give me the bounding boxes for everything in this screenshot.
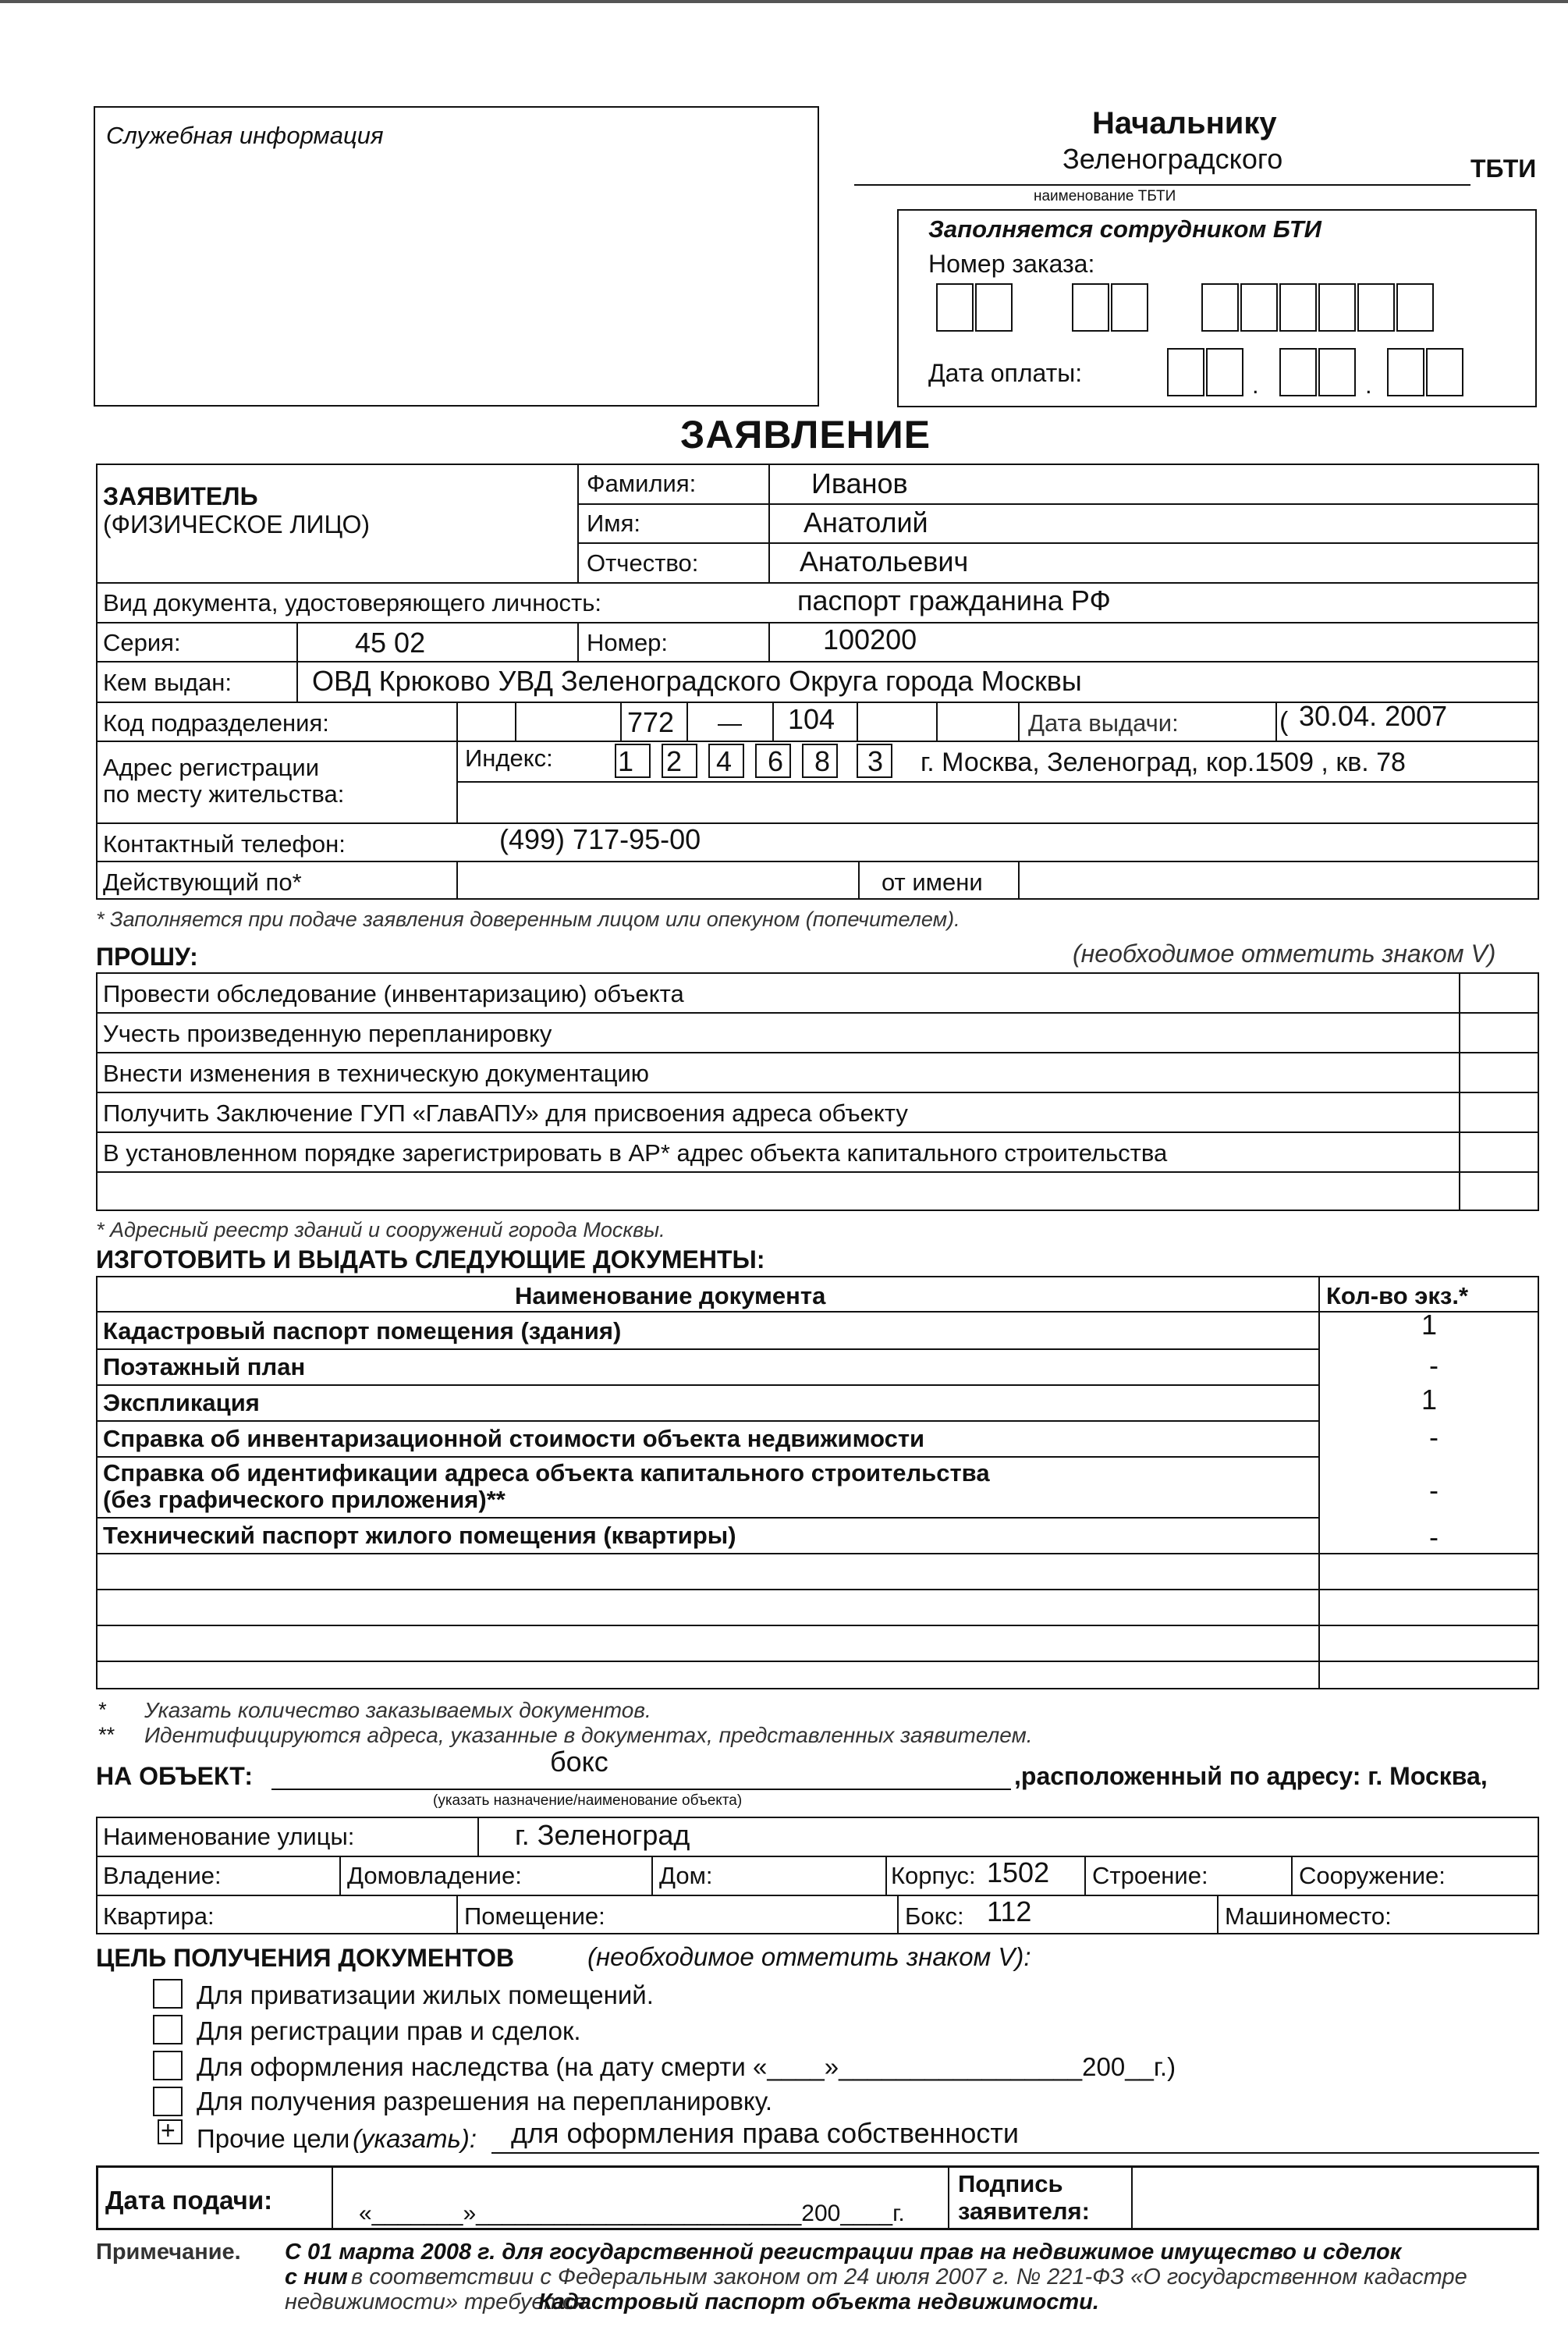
request-check-cell[interactable] [1460,1133,1538,1170]
phone-label: Контактный телефон: [103,830,346,858]
document-row-qty[interactable]: - [1429,1421,1439,1453]
purpose-checkbox[interactable] [153,1979,183,2009]
document-row-qty[interactable]: - [1429,1521,1439,1553]
purpose-checkbox[interactable] [153,2015,183,2044]
purpose-heading: ЦЕЛЬ ПОЛУЧЕНИЯ ДОКУМЕНТОВ [96,1944,515,1972]
subdivision-code-1[interactable]: 772 [627,706,675,738]
addressee-underline [854,184,1470,186]
doc-type-label: Вид документа, удостоверяющего личность: [103,589,602,616]
request-item: Внести изменения в техническую документацию [103,1060,650,1087]
note1: Указать количество заказываемых документов. [144,1698,651,1722]
payment-digit-box[interactable] [1167,348,1204,396]
document-row-name: Справка об инвентаризационной стоимости объекта недвижимости [103,1425,925,1452]
addressee-caption: наименование ТБТИ [1034,188,1176,204]
object-location-label: ,расположенный по адресу: г. Москва, [1014,1762,1488,1790]
note2-mark: ** [98,1723,115,1746]
request-hint: (необходимое отметить знаком V) [1073,940,1496,968]
payment-digit-box[interactable] [1206,348,1243,396]
request-check-cell[interactable] [1460,974,1538,1011]
purpose-other-hint: (указать): [353,2124,477,2153]
documents-col-qty: Кол-во экз.* [1326,1282,1469,1309]
surname-label: Фамилия: [587,470,697,497]
documents-col-name: Наименование документа [515,1282,826,1309]
purpose-item-label: Для оформления наследства (на дату смерти «____»_________________200__г.) [197,2052,1176,2081]
document-row-qty[interactable]: - [1429,1349,1439,1381]
submission-date-label: Дата подачи: [105,2186,273,2215]
doc-type-value[interactable]: паспорт гражданина РФ [797,584,1111,616]
applicant-heading: ЗАЯВИТЕЛЬ [103,482,258,510]
construction-label: Сооружение: [1299,1862,1446,1889]
document-row-name: Справка об идентификации адреса объекта капитального строительства [103,1459,990,1487]
box-value[interactable]: 112 [987,1895,1032,1927]
apartment-label: Квартира: [103,1902,215,1930]
note-line-1: С 01 марта 2008 г. для государственной регистрации прав на недвижимое имущество и сделок [285,2240,1402,2265]
house-label: Дом: [659,1862,713,1889]
payment-digit-box[interactable] [1387,348,1424,396]
object-value[interactable]: бокс [550,1746,608,1778]
note-line-2-bold: с ним [285,2265,348,2289]
document-row-name: Кадастровый паспорт помещения (здания) [103,1317,622,1345]
signature-field[interactable] [1135,2169,1534,2226]
address-label-1: Адрес регистрации [103,754,320,781]
order-digit-box[interactable] [1396,283,1434,332]
applicant-subheading: (ФИЗИЧЕСКОЕ ЛИЦО) [103,510,371,538]
bti-heading: Заполняется сотрудником БТИ [928,215,1321,243]
purpose-item-label: Прочие цели [197,2124,350,2153]
parking-label: Машиноместо: [1225,1902,1392,1930]
order-digit-box[interactable] [975,283,1013,332]
signature-label-1: Подпись [958,2170,1063,2197]
order-digit-box[interactable] [1111,283,1148,332]
index-digit: 2 [666,745,683,777]
street-label: Наименование улицы: [103,1823,355,1850]
footnote-proxy: * Заполняется при подаче заявления доверенным лицом или опекуном (попечителем). [96,908,960,931]
building-label: Корпус: [891,1862,976,1889]
purpose-other-value[interactable]: для оформления права собственности [511,2117,1019,2149]
premises-label: Помещение: [464,1902,605,1930]
service-info-label: Служебная информация [106,122,384,149]
request-heading: ПРОШУ: [96,943,198,971]
number-value[interactable]: 100200 [823,623,917,655]
subdivision-code-label: Код подразделения: [103,709,329,737]
document-row-qty[interactable]: 1 [1421,1309,1438,1341]
purpose-checkbox[interactable] [153,2087,183,2116]
index-digit: 4 [716,745,733,777]
order-digit-box[interactable] [1201,283,1239,332]
order-digit-box[interactable] [1072,283,1109,332]
purpose-item-label: Для получения разрешения на перепланировку. [197,2087,773,2115]
order-number-label: Номер заказа: [928,250,1095,278]
subdivision-code-2[interactable]: 104 [788,703,835,735]
issued-by-value[interactable]: ОВД Крюково УВД Зеленоградского Округа города Москвы [312,665,1082,697]
ownership-label: Владение: [103,1862,222,1889]
index-label: Индекс: [465,744,553,772]
date-dot: . [1365,371,1372,399]
index-digit: 3 [867,745,884,777]
order-digit-box[interactable] [1357,283,1395,332]
request-check-cell[interactable] [1460,1053,1538,1091]
subdivision-dash: — [718,709,742,737]
document-row-name-cont: (без графического приложения)** [103,1486,506,1513]
index-digit: 8 [814,745,831,777]
street-value[interactable]: г. Зеленоград [515,1819,690,1851]
building-value[interactable]: 1502 [987,1856,1050,1888]
note2: Идентифицируются адреса, указанные в документах, представленных заявителем. [144,1723,1033,1747]
object-label: НА ОБЪЕКТ: [96,1762,254,1790]
purpose-item-label: Для приватизации жилых помещений. [197,1980,654,2009]
name-label: Имя: [587,510,640,537]
on-behalf-label: от имени [882,869,983,896]
addressee-name: Зеленоградского [1062,143,1283,175]
address-label-2: по месту жительства: [103,780,345,808]
structure-label: Строение: [1092,1862,1208,1889]
request-item: Провести обследование (инвентаризацию) объекта [103,980,684,1007]
order-digit-box[interactable] [1279,283,1317,332]
series-value[interactable]: 45 02 [355,627,426,659]
acting-label: Действующий по* [103,869,302,896]
submission-date-field[interactable]: «_______»_________________________200____г. [359,2201,905,2226]
note-line-3: недвижимости» требуется [285,2289,587,2314]
order-digit-box[interactable] [1240,283,1278,332]
issue-date-value[interactable]: 30.04. 2007 [1299,700,1448,732]
name-value[interactable]: Анатолий [804,506,928,538]
purpose-hint: (необходимое отметить знаком V): [587,1942,1031,1971]
household-label: Домовладение: [347,1862,522,1889]
service-info-box [94,106,819,407]
payment-digit-box[interactable] [1318,348,1356,396]
request-item: Учесть произведенную перепланировку [103,1020,552,1047]
issued-by-label: Кем выдан: [103,669,232,696]
document-row-name: Технический паспорт жилого помещения (квартиры) [103,1522,736,1549]
addressee-title: Начальнику [1092,106,1277,140]
number-label: Номер: [587,629,669,656]
surname-value[interactable]: Иванов [811,467,908,499]
note-line-2: в соответствии с Федеральным законом от 24 июля 2007 г. № 221-ФЗ «О государственном кадастре [351,2265,1467,2289]
box-label: Бокс: [905,1902,964,1930]
payment-digit-box[interactable] [1279,348,1317,396]
document-row-name: Экспликация [103,1389,260,1416]
request-check-cell[interactable] [1460,1093,1538,1131]
document-row-name: Поэтажный план [103,1353,306,1380]
note-line-3-bold: Кадастровый паспорт объекта недвижимости. [538,2289,1099,2314]
order-digit-box[interactable] [1318,283,1356,332]
note1-mark: * [98,1698,106,1721]
address-value[interactable]: г. Москва, Зеленоград, кор.1509 , кв. 78 [921,748,1406,777]
purpose-item-label: Для регистрации прав и сделок. [197,2016,581,2045]
footnote-registry: * Адресный реестр зданий и сооружений города Москвы. [96,1218,665,1242]
issue-date-bracket: ( [1279,707,1289,737]
date-dot: . [1252,371,1259,399]
phone-value[interactable]: (499) 717-95-00 [499,823,701,855]
document-row-qty[interactable]: - [1429,1474,1439,1506]
request-item: В установленном порядке зарегистрировать в АР* адрес объекта капитального строительства [103,1139,1168,1167]
request-check-cell[interactable] [1460,1014,1538,1051]
object-caption: (указать назначение/наименование объекта) [433,1792,743,1809]
purpose-checkbox[interactable] [153,2051,183,2080]
purpose-check-mark: + [161,2116,176,2144]
documents-heading: ИЗГОТОВИТЬ И ВЫДАТЬ СЛЕДУЮЩИЕ ДОКУМЕНТЫ: [96,1245,765,1274]
patronymic-value[interactable]: Анатольевич [800,545,969,577]
scan-edge [0,0,1568,3]
patronymic-label: Отчество: [587,549,699,577]
request-check-cell[interactable] [1460,1173,1538,1210]
document-title: ЗАЯВЛЕНИЕ [680,413,931,456]
payment-digit-box[interactable] [1426,348,1463,396]
series-label: Серия: [103,629,181,656]
document-row-qty[interactable]: 1 [1421,1384,1438,1416]
payment-date-label: Дата оплаты: [928,359,1083,387]
issue-date-label: Дата выдачи: [1028,709,1179,737]
index-digit: 1 [618,745,634,777]
signature-label-2: заявителя: [958,2197,1090,2225]
order-digit-box[interactable] [936,283,974,332]
index-digit: 6 [768,745,784,777]
request-item: Получить Заключение ГУП «ГлавАПУ» для присвоения адреса объекту [103,1099,908,1127]
addressee-suffix: ТБТИ [1470,155,1537,183]
note-label: Примечание. [96,2240,241,2265]
